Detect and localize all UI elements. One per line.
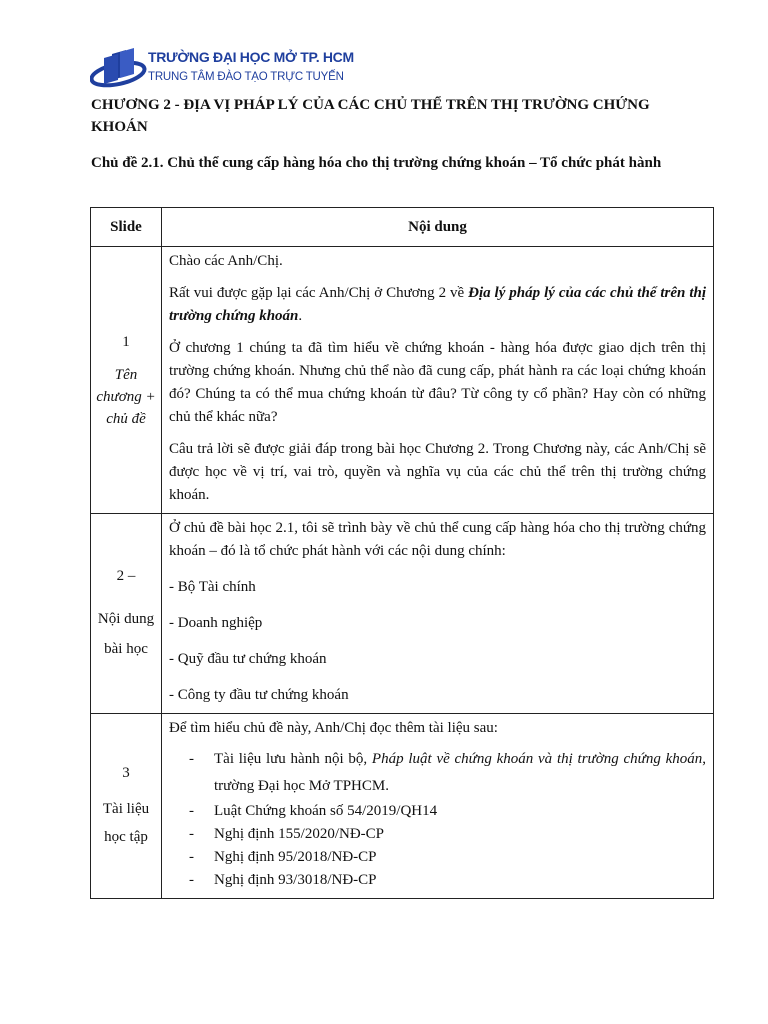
reading-intro: Để tìm hiểu chủ đề này, Anh/Chị đọc thêm tài liệu sau: [169,720,498,736]
intro-paragraph: Rất vui được gặp lại các Anh/Chị ở Chương 2 về Địa lý pháp lý của các chủ thể trên thị trường chứng khoán. [169,285,707,324]
slide-cell [91,247,162,514]
list-item: - Quỹ đầu tư chứng khoán [169,651,327,667]
content-cell [162,247,714,514]
table-row [91,714,714,899]
header-slide: Slide [91,208,162,247]
topic-intro: Ở chủ đề bài học 2.1, tôi sẽ trình bày về chủ thể cung cấp hàng hóa cho thị trường chứng khoán – đó là tổ chức phát hành với các nội dung chính: [169,520,706,559]
reading-list [169,746,706,892]
slide-label: Tên chương + chủ đề [96,367,156,427]
content-table [90,207,714,899]
list-item: - Tài liệu lưu hành nội bộ, Pháp luật về chứng khoán và thị trường chứng khoán, trường Đại học Mở TPHCM. [169,746,706,800]
list-item: - Doanh nghiệp [169,615,263,631]
list-item: - Nghị định 93/3018/NĐ-CP [169,869,706,892]
content-cell [162,514,714,714]
list-item: - Nghị định 155/2020/NĐ-CP [169,823,706,846]
list-item: - Công ty đầu tư chứng khoán [169,687,349,703]
book-emblem-icon [90,44,150,94]
chapter-title: CHƯƠNG 2 - ĐỊA VỊ PHÁP LÝ CỦA CÁC CHỦ THỂ TRÊN THỊ TRƯỜNG CHỨNG KHOÁN [91,97,650,135]
content-cell [162,714,714,899]
slide-label: Nội dung bài học [97,610,155,657]
slide-number: 1 [122,334,130,350]
slide-cell [91,714,162,899]
slide-number: 2 – [116,567,136,584]
greeting: Chào các Anh/Chị. [169,253,283,269]
book-title: Pháp luật về chứng khoán và thị trường chứng khoán [371,751,703,767]
list-item: - Bộ Tài chính [169,579,256,595]
table-row [91,247,714,514]
list-item: - Luật Chứng khoán số 54/2019/QH14 [169,800,706,823]
slide-number: 3 [122,765,130,781]
table-header-row [91,208,714,247]
logo-center-name: TRUNG TÂM ĐÀO TẠO TRỰC TUYẾN [148,71,344,83]
slide-label: Tài liệu học tập [102,801,150,845]
list-item: - Nghị định 95/2018/NĐ-CP [169,846,706,869]
header-content: Nội dung [162,208,714,247]
university-logo [90,44,354,94]
recap-paragraph: Ở chương 1 chúng ta đã tìm hiểu về chứng khoán - hàng hóa được giao dịch trên thị trường chứng khoán. Nhưng chủ thể nào đã cung cấp, phát hành ra các loại chứng khoán đó? Chúng ta có thể mua chứng khoán từ đâu? Từ công ty cổ phần? Hay còn có những chủ thể khác nữa? [169,340,706,425]
slide-cell [91,514,162,714]
logo-university-name: TRƯỜNG ĐẠI HỌC MỞ TP. HCM [148,49,354,65]
chapter-name-emphasis: Địa lý pháp lý của các chủ thể trên thị trường chứng khoán [169,285,707,324]
answer-paragraph: Câu trả lời sẽ được giải đáp trong bài học Chương 2. Trong Chương này, các Anh/Chị sẽ được học về vị trí, vai trò, quyền và nghĩa vụ của các chủ thể trên thị trường chứng khoán. [169,441,706,503]
topic-title: Chủ đề 2.1. Chủ thể cung cấp hàng hóa cho thị trường chứng khoán – Tổ chức phát hành [91,155,662,171]
table-row [91,514,714,714]
